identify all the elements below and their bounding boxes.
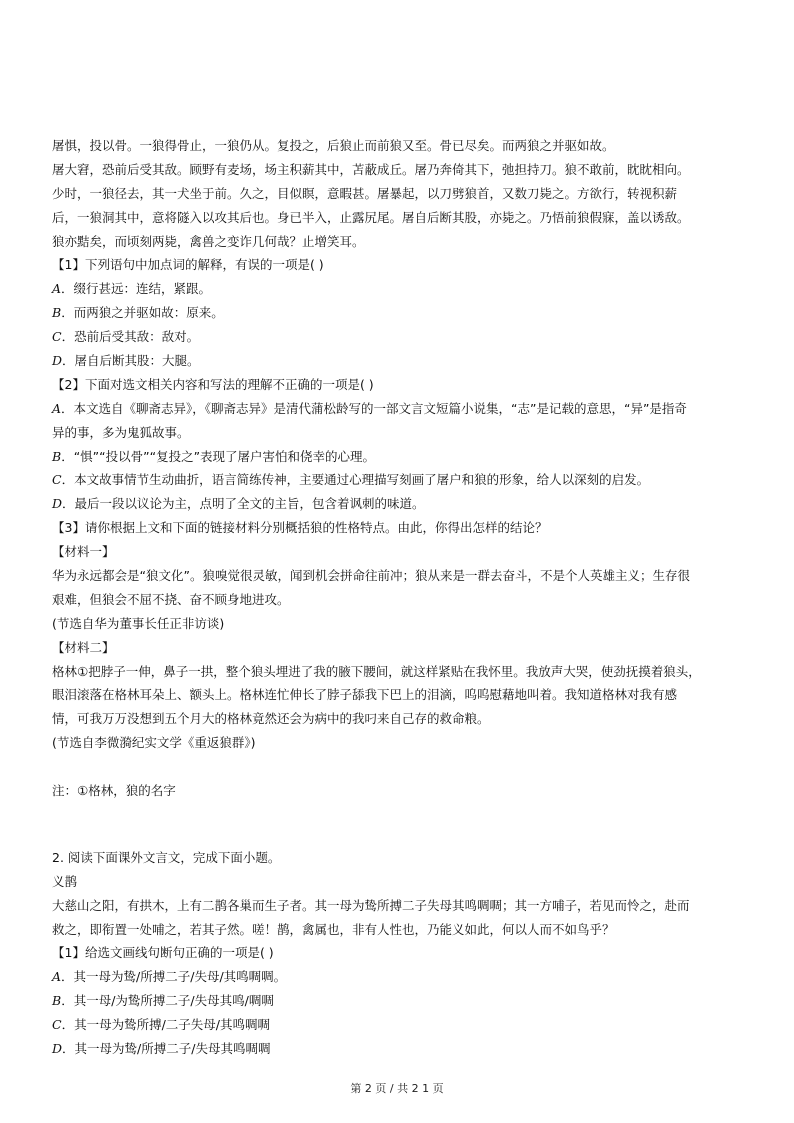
option-b bbox=[52, 445, 752, 469]
question-stem: 【2】下面对选文相关内容和写法的理解不正确的一项是( ) bbox=[52, 376, 374, 392]
page-number: 第 2 页 / 共 2 1 页 bbox=[350, 1082, 444, 1095]
option-letter: C bbox=[52, 1017, 62, 1033]
passage-line: 少时，一狼径去，其一犬坐于前。久之，目似瞑，意暇甚。屠暴起，以刀劈狼首，又数刀毙之。方欲行，转视积薪 bbox=[52, 185, 678, 201]
question-1 bbox=[52, 253, 752, 372]
page-content bbox=[52, 134, 752, 1061]
option-a bbox=[52, 965, 752, 989]
option-c bbox=[52, 325, 752, 349]
option-b bbox=[52, 989, 752, 1013]
option-text: ．其一母为鸷所搏/二子失母/其鸣啁啁 bbox=[61, 1017, 271, 1033]
material-2-source: (节选自李微漪纪实文学《重返狼群》) bbox=[52, 735, 256, 751]
material-2-line: 格林①把脖子一伸，鼻子一拱，整个狼头埋进了我的腋下腰间，就这样紧贴在我怀里。我放声大哭，使劲抚摸着狼头， bbox=[52, 663, 701, 679]
passage-title: 义鹊 bbox=[52, 873, 78, 889]
passage-wolf bbox=[52, 134, 752, 253]
material-2-line: 眼泪滚落在格林耳朵上、额头上。格林连忙伸长了脖子舔我下巴上的泪滴，呜呜慰藉地叫着。我知道格林对我有感 bbox=[52, 687, 678, 703]
option-letter: B bbox=[52, 448, 62, 464]
material-1-line: 艰难，但狼会不屈不挠、奋不顾身地进攻。 bbox=[52, 591, 290, 607]
problem-2 bbox=[52, 846, 752, 1061]
option-d bbox=[52, 492, 752, 516]
material-1-line: 华为永远都会是“狼文化”。狼嗅觉很灵敏，闻到机会拼命往前冲；狼从来是一群去奋斗，不是个人英雄主义；生存很 bbox=[52, 568, 690, 584]
option-text: ．其一母为鸷/所搏二子/失母其鸣啁啁 bbox=[62, 1040, 271, 1056]
option-text: ．其一母/为鸷所搏二子/失母其鸣/啁啁 bbox=[61, 993, 274, 1009]
option-text: ．“惧”“投以骨”“复投之”表现了屠户害怕和侥幸的心理。 bbox=[61, 448, 376, 464]
option-a bbox=[52, 277, 752, 301]
option-letter: A bbox=[52, 969, 62, 985]
option-c bbox=[52, 468, 752, 492]
option-letter: B bbox=[52, 305, 62, 321]
option-c bbox=[52, 1013, 752, 1037]
option-letter: C bbox=[52, 472, 62, 488]
passage-line: 后，一狼洞其中，意将隧入以攻其后也。身已半入，止露尻尾。屠自后断其股，亦毙之。乃悟前狼假寐，盖以诱敌。 bbox=[52, 209, 690, 225]
option-text: ．缀行甚远：连结，紧跟。 bbox=[61, 281, 212, 297]
option-letter: D bbox=[52, 353, 63, 369]
question-stem: 【1】给选文画线句断句正确的一项是( ) bbox=[52, 945, 274, 961]
option-text: ．本文故事情节生动曲折，语言简练传神，主要通过心理描写刻画了屠户和狼的形象，给人以深刻的启发。 bbox=[61, 472, 650, 488]
question-stem: 【1】下列语句中加点词的解释，有误的一项是( ) bbox=[52, 257, 324, 273]
option-text: ．恐前后受其敌：敌对。 bbox=[61, 329, 200, 345]
material-1-source: (节选自华为董事长任正非访谈) bbox=[52, 615, 225, 631]
option-d bbox=[52, 349, 752, 373]
option-text: ．而两狼之并驱如故：原来。 bbox=[61, 305, 224, 321]
footnote: 注：①格林，狼的名字 bbox=[52, 783, 176, 799]
option-text: ．屠自后断其股：大腿。 bbox=[62, 353, 200, 369]
passage-line: 救之，即衔置一处哺之，若其子然。嗟！鹊，禽属也，非有人性也，乃能义如此，何以人而不如鸟乎？ bbox=[52, 921, 615, 937]
option-text: ．本文选自《聊斋志异》，《聊斋志异》是清代蒲松龄写的一部文言文短篇小说集，“志”是记载的意思，“异”是指奇 bbox=[61, 400, 687, 416]
question-stem: 【3】请你根据上文和下面的链接材料分别概括狼的性格特点。由此，你得出怎样的结论？ bbox=[52, 520, 548, 536]
material-1-title: 【材料一】 bbox=[52, 544, 115, 560]
passage-line: 屠大窘，恐前后受其敌。顾野有麦场，场主积薪其中，苫蔽成丘。屠乃奔倚其下，弛担持刀。狼不敢前，眈眈相向。 bbox=[52, 161, 690, 177]
option-letter: A bbox=[52, 400, 62, 416]
option-letter: D bbox=[52, 496, 63, 512]
question-3 bbox=[52, 516, 752, 803]
passage-line: 屠惧，投以骨。一狼得骨止，一狼仍从。复投之，后狼止而前狼又至。骨已尽矣。而两狼之并驱如故。 bbox=[52, 138, 615, 153]
passage-line: 大慈山之阳，有拱木，上有二鹊各巢而生子者。其一母为鸷所搏二子失母其鸣啁啁；其一方哺子，若见而怜之，赴而 bbox=[52, 897, 690, 913]
material-2-line: 情，可我万万没想到五个月大的格林竟然还会为病中的我叼来自己存的救命粮。 bbox=[52, 711, 490, 727]
option-letter: B bbox=[52, 993, 62, 1009]
question-2 bbox=[52, 373, 752, 516]
option-a-continued: 异的事，多为鬼狐故事。 bbox=[52, 424, 190, 440]
option-letter: D bbox=[52, 1040, 63, 1056]
option-letter: C bbox=[52, 329, 62, 345]
material-2-title: 【材料二】 bbox=[52, 639, 115, 655]
option-d bbox=[52, 1037, 752, 1061]
problem-heading: 2. 阅读下面课外文言文，完成下面小题。 bbox=[52, 849, 281, 865]
option-letter: A bbox=[52, 281, 62, 297]
option-text: ．最后一段以议论为主，点明了全文的主旨，包含着讽刺的味道。 bbox=[62, 496, 425, 512]
option-a bbox=[52, 397, 752, 421]
option-b bbox=[52, 301, 752, 325]
option-text: ．其一母为鸷/所搏二子/失母/其鸣啁啁。 bbox=[61, 969, 287, 985]
passage-line: 狼亦黠矣，而顷刻两毙，禽兽之变诈几何哉？止增笑耳。 bbox=[52, 233, 365, 249]
